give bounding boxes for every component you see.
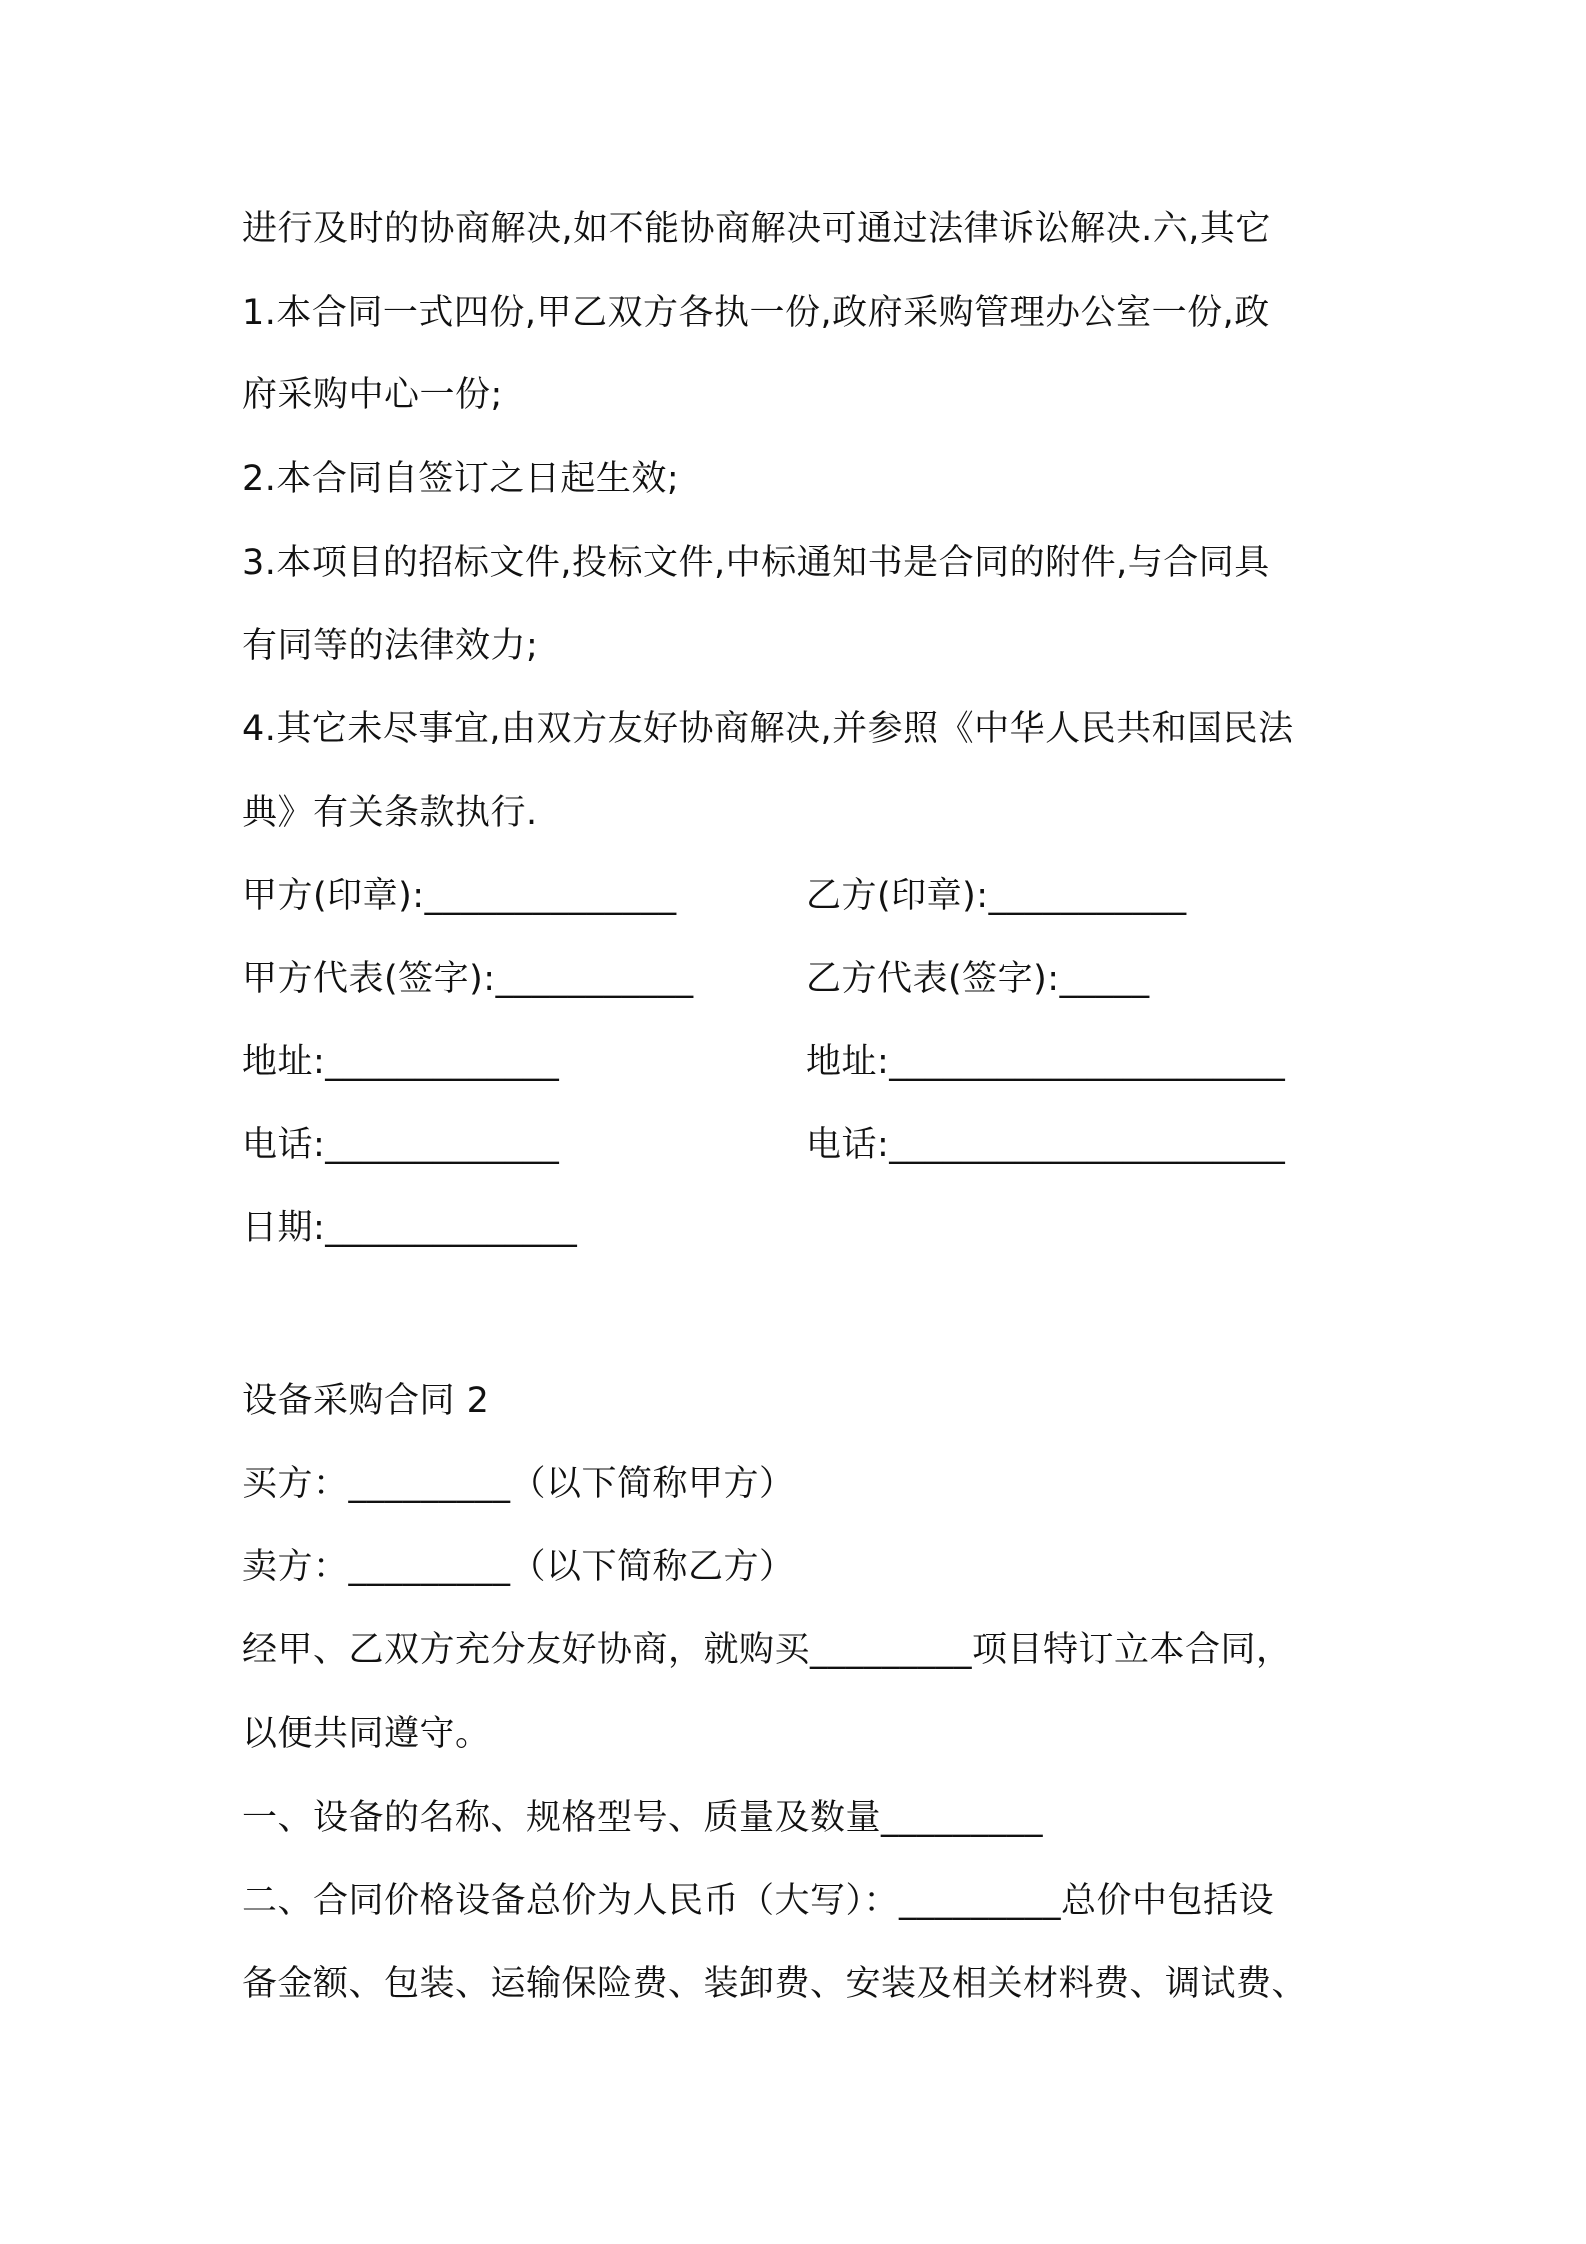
paragraph-line: 1.本合同一式四份,甲乙双方各执一份,政府采购管理办公室一份,政 <box>242 293 1270 333</box>
party-b-representative-field: 乙方代表(签字):_____ <box>806 959 1150 999</box>
seller-line: 卖方：_________（以下简称乙方） <box>242 1547 795 1587</box>
paragraph-line: 2.本合同自签订之日起生效; <box>242 459 680 499</box>
paragraph-line: 3.本项目的招标文件,投标文件,中标通知书是合同的附件,与合同具 <box>242 543 1270 583</box>
party-a-phone-field: 电话:_____________ <box>242 1125 560 1165</box>
buyer-line: 买方：_________（以下简称甲方） <box>242 1464 795 1504</box>
paragraph-line: 进行及时的协商解决,如不能协商解决可通过法律诉讼解决.六,其它 <box>242 209 1271 249</box>
clause-line: 备金额、包装、运输保险费、装卸费、安装及相关材料费、调试费、 <box>242 1964 1308 2004</box>
paragraph-line: 典》有关条款执行. <box>242 793 538 833</box>
party-b-phone-field: 电话:______________________ <box>806 1125 1286 1165</box>
intro-line: 经甲、乙双方充分友好协商，就购买_________项目特订立本合同， <box>242 1630 1292 1670</box>
party-a-seal-field: 甲方(印章):______________ <box>242 876 677 916</box>
party-a-representative-field: 甲方代表(签字):___________ <box>242 959 694 999</box>
party-b-seal-field: 乙方(印章):___________ <box>806 876 1187 916</box>
clause-line: 二、合同价格设备总价为人民币（大写）：_________总价中包括设 <box>242 1881 1275 1921</box>
paragraph-line: 府采购中心一份; <box>242 375 503 415</box>
party-a-address-field: 地址:_____________ <box>242 1042 560 1082</box>
clause-line: 一、设备的名称、规格型号、质量及数量_________ <box>242 1798 1044 1838</box>
party-b-address-field: 地址:______________________ <box>806 1042 1286 1082</box>
intro-line: 以便共同遵守。 <box>242 1714 491 1754</box>
contract-title: 设备采购合同 2 <box>242 1381 490 1421</box>
paragraph-line: 有同等的法律效力; <box>242 626 539 666</box>
date-field: 日期:______________ <box>242 1208 578 1248</box>
paragraph-line: 4.其它未尽事宜,由双方友好协商解决,并参照《中华人民共和国民法 <box>242 709 1294 749</box>
